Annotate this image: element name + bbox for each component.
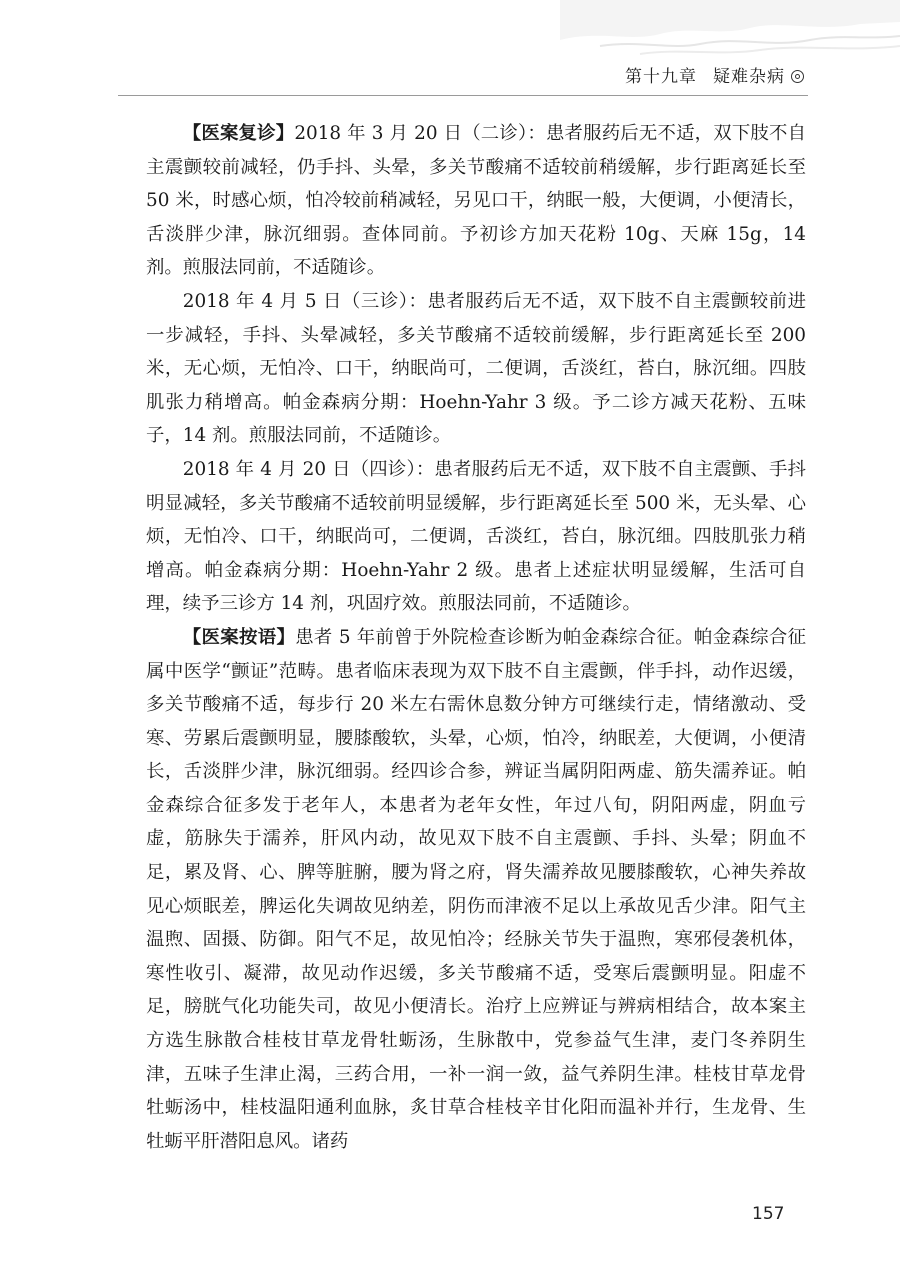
paragraph-text: 2018 年 3 月 20 日（二诊）：患者服药后无不适，双下肢不自主震颤较前减轻，仍手抖、头晕，多关节酸痛不适较前稍缓解，步行距离延长至 50 米，时感心烦，怕冷较前稍减轻，另见口干，纳眠一般，大便调，小便清长，舌淡胖少津，脉沉细弱。查体同前。予初诊方加天花粉 10g、天麻 15g，14 剂。煎服法同前，不适随诊。: [146, 123, 806, 279]
section-tag-followup: 【医案复诊】: [182, 123, 295, 144]
paragraph-text: 2018 年 4 月 20 日（四诊）：患者服药后无不适，双下肢不自主震颤、手抖明显减轻，多关节酸痛不适较前明显缓解，步行距离延长至 500 米，无头晕、心烦，无怕冷、口干，纳眠尚可，二便调，舌淡红，苔白，脉沉细。四肢肌张力稍增高。帕金森病分期：Hoehn-Yahr 2 级。患者上述症状明显缓解，生活可自理，续予三诊方 14 剂，巩固疗效。煎服法同前，不适随诊。: [146, 458, 806, 615]
circle-mark-icon: [791, 70, 804, 83]
paragraph-followup-4: [146, 453, 806, 621]
running-head-title: 疑难杂病: [713, 67, 785, 87]
section-tag-commentary: 【医案按语】: [182, 626, 296, 648]
body-text: [146, 117, 806, 1158]
paragraph-text: 2018 年 4 月 5 日（三诊）：患者服药后无不适，双下肢不自主震颤较前进一步减轻，手抖、头晕减轻，多关节酸痛不适较前缓解，步行距离延长至 200 米，无心烦，无怕冷、口干，纳眠尚可，二便调，舌淡红，苔白，脉沉细。四肢肌张力稍增高。帕金森病分期：Hoehn-Yahr 3 级。予二诊方减天花粉、五味子，14 剂。煎服法同前，不适随诊。: [146, 290, 806, 447]
running-head: [625, 62, 804, 87]
paragraph-commentary: [146, 621, 806, 1159]
page-number: 157: [752, 1204, 785, 1224]
header-rule: [118, 95, 808, 96]
paragraph-followup-2: [146, 117, 806, 285]
paragraph-followup-3: [146, 285, 806, 453]
paragraph-text: 患者 5 年前曾于外院检查诊断为帕金森综合征。帕金森综合征属中医学“颤证”范畴。患者临床表现为双下肢不自主震颤，伴手抖，动作迟缓，多关节酸痛不适，每步行 20 米左右需休息数分钟方可继续行走，情绪激动、受寒、劳累后震颤明显，腰膝酸软，头晕，心烦，怕冷，纳眠差，大便调，小便清长，舌淡胖少津，脉沉细弱。经四诊合参，辨证当属阴阳两虚、筋失濡养证。帕金森综合征多发于老年人，本患者为老年女性，年过八旬，阴阳两虚，阴血亏虚，筋脉失于濡养，肝风内动，故见双下肢不自主震颤、手抖、头晕；阴血不足，累及肾、心、脾等脏腑，腰为肾之府，肾失濡养故见腰膝酸软，心神失养故见心烦眠差，脾运化失调故见纳差，阴伤而津液不足以上承故见舌少津。阳气主温煦、固摄、防御。阳气不足，故见怕冷；经脉关节失于温煦，寒邪侵袭机体，寒性收引、凝滞，故见动作迟缓，多关节酸痛不适，受寒后震颤明显。阳虚不足，膀胱气化功能失司，故见小便清长。治疗上应辨证与辨病相结合，故本案主方选生脉散合桂枝甘草龙骨牡蛎汤，生脉散中，党参益气生津，麦门冬养阴生津，五味子生津止渴，三药合用，一补一润一敛，益气养阴生津。桂枝甘草龙骨牡蛎汤中，桂枝温阳通利血脉，炙甘草合桂枝辛甘化阳而温补并行，生龙骨、生牡蛎平肝潜阳息风。诸药: [146, 626, 806, 1152]
running-head-chapter: 第十九章: [625, 67, 697, 87]
